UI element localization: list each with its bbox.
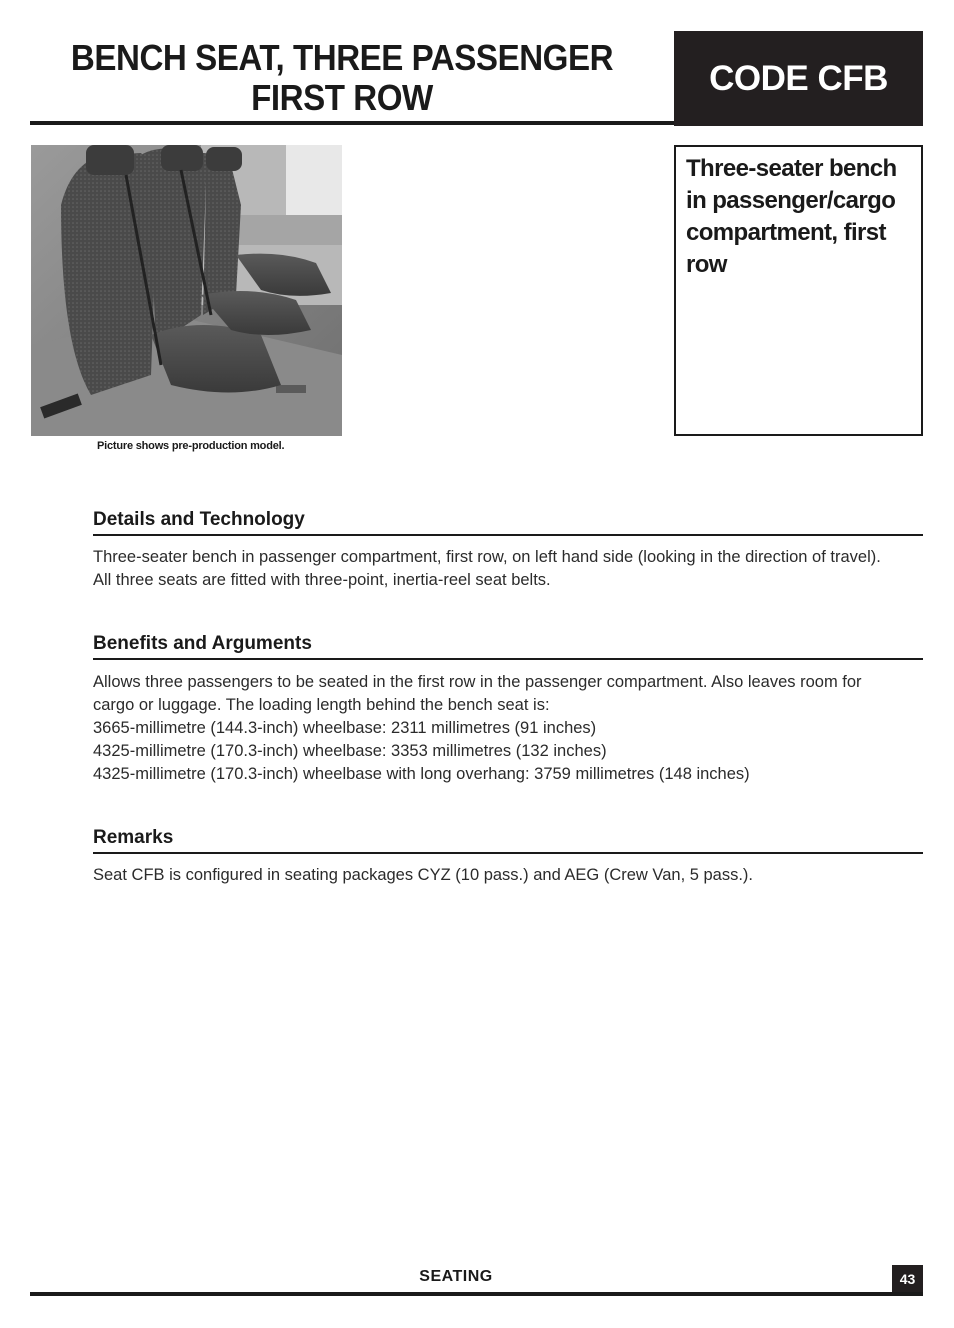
option-code-badge: CODE CFB — [674, 31, 923, 126]
details-paragraph: Three-seater bench in passenger compartment, first row, on left hand side (looking in the direction of travel). All three seats are fitted with three-point, inertia-reel seat belts. — [93, 548, 881, 589]
footer-section-label: SEATING — [419, 1268, 493, 1285]
benefits-line-wheelbase-3665: 3665-millimetre (144.3-inch) wheelbase: 2311 millimetres (91 inches) — [93, 719, 597, 737]
remarks-paragraph: Seat CFB is configured in seating packages CYZ (10 pass.) and AEG (Crew Van, 5 pass.). — [93, 866, 754, 884]
page-title-line1: BENCH SEAT, THREE PASSENGER — [70, 37, 614, 78]
bench-seat-photo — [31, 145, 342, 436]
title-divider — [30, 121, 676, 125]
benefits-line-wheelbase-4325: 4325-millimetre (170.3-inch) wheelbase: 3353 millimetres (132 inches) — [93, 742, 607, 760]
section-heading-benefits: Benefits and Arguments — [93, 633, 312, 654]
section-heading-remarks: Remarks — [93, 827, 174, 848]
footer-divider — [30, 1292, 923, 1296]
summary-text: Three-seater bench in passenger/cargo compartment, first row — [686, 155, 897, 278]
benefits-paragraph: Allows three passengers to be seated in the first row in the passenger compartment. Also leaves room for cargo or luggage. The loading length behind the bench seat is: — [93, 673, 862, 714]
section-divider-benefits — [93, 658, 923, 660]
section-body-details — [93, 546, 885, 592]
page-title — [57, 38, 627, 118]
page-title-line2: FIRST ROW — [251, 77, 433, 118]
section-divider-remarks — [93, 852, 923, 854]
photo-caption: Picture shows pre-production model. — [97, 440, 285, 452]
benefits-line-wheelbase-4325-long: 4325-millimetre (170.3-inch) wheelbase with long overhang: 3759 millimetres (148 inches) — [93, 765, 750, 783]
section-divider-details — [93, 534, 923, 536]
section-body-benefits — [93, 671, 893, 786]
section-body-remarks — [93, 864, 893, 887]
page-number: 43 — [892, 1265, 923, 1293]
bench-seat-image — [31, 145, 342, 436]
section-heading-details: Details and Technology — [93, 509, 305, 530]
